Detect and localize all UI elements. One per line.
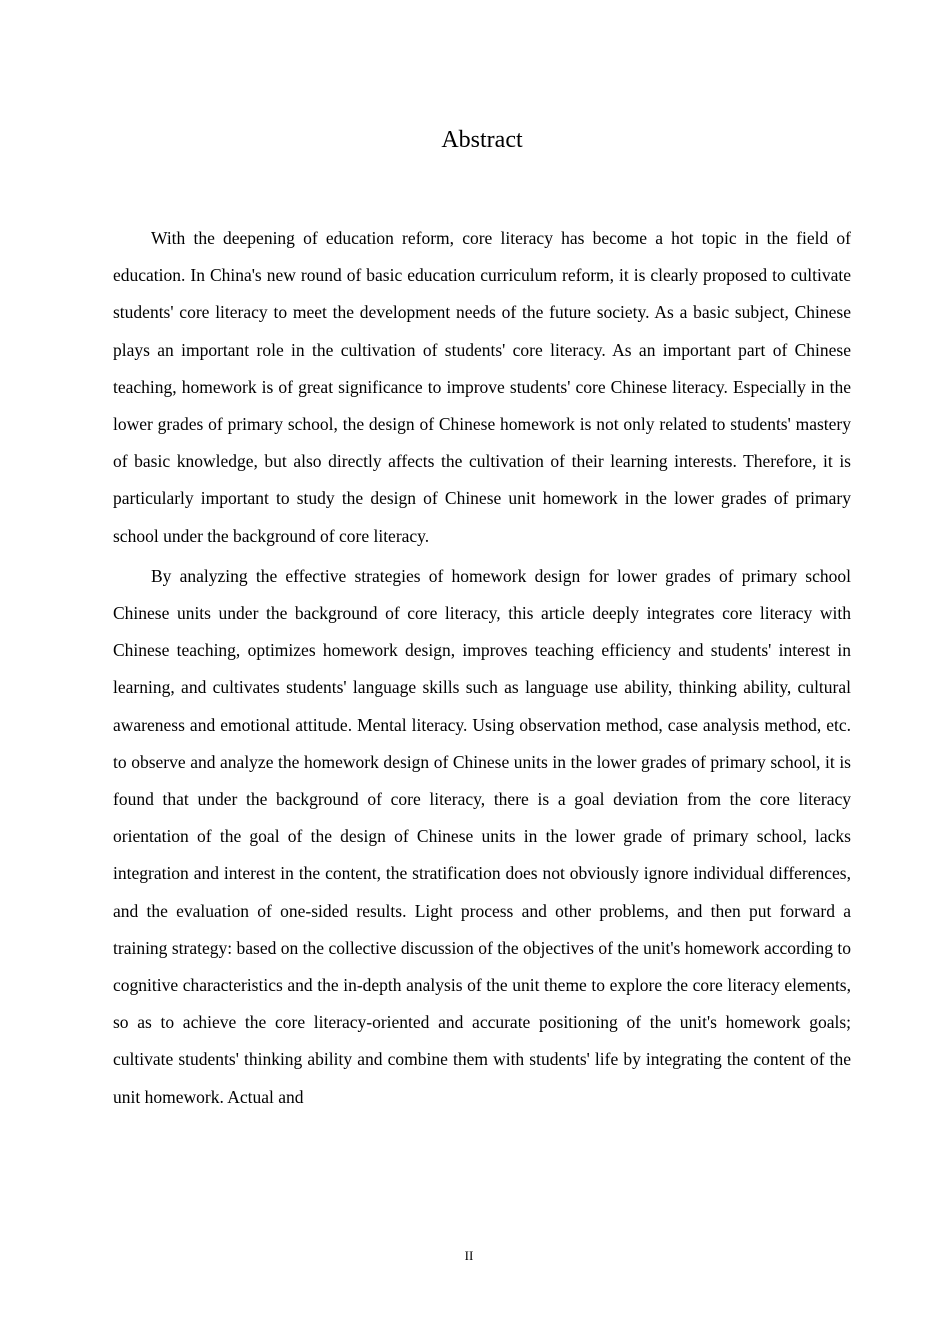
abstract-body [113,220,851,1116]
abstract-paragraph-2: By analyzing the effective strategies of homework design for lower grades of primary school Chinese units under the background of core literacy, this article deeply integrates core literacy with Chinese teaching, optimizes homework design, improves teaching efficiency and students' interest in learning, and cultivates students' language skills such as language use ability, thinking ability, cultural awareness and emotional attitude. Mental literacy. Using observation method, case analysis method, etc. to observe and analyze the homework design of Chinese units in the lower grades of primary school, it is found that under the background of core literacy, there is a goal deviation from the core literacy orientation of the goal of the design of Chinese units in the lower grade of primary school, lacks integration and interest in the content, the stratification does not obviously ignore individual differences, and the evaluation of one-sided results. Light process and other problems, and then put forward a training strategy: based on the collective discussion of the objectives of the unit's homework according to cognitive characteristics and the in-depth analysis of the unit theme to explore the core literacy elements, so as to achieve the core literacy-oriented and accurate positioning of the unit's homework goals; cultivate students' thinking ability and combine them with students' life by integrating the content of the unit homework. Actual and [113,565,851,1107]
page-number: II [464,1248,474,1263]
abstract-paragraph-1: With the deepening of education reform, core literacy has become a hot topic in the field of education. In China's new round of basic education curriculum reform, it is clearly proposed to cultivate students' core literacy to meet the development needs of the future society. As a basic subject, Chinese plays an important role in the cultivation of students' core literacy. As an important part of Chinese teaching, homework is of great significance to improve students' core Chinese literacy. Especially in the lower grades of primary school, the design of Chinese homework is not only related to students' mastery of basic knowledge, but also directly affects the cultivation of their learning interests. Therefore, it is particularly important to study the design of Chinese unit homework in the lower grades of primary school under the background of core literacy. [113,228,851,546]
page-title: Abstract [441,127,523,153]
